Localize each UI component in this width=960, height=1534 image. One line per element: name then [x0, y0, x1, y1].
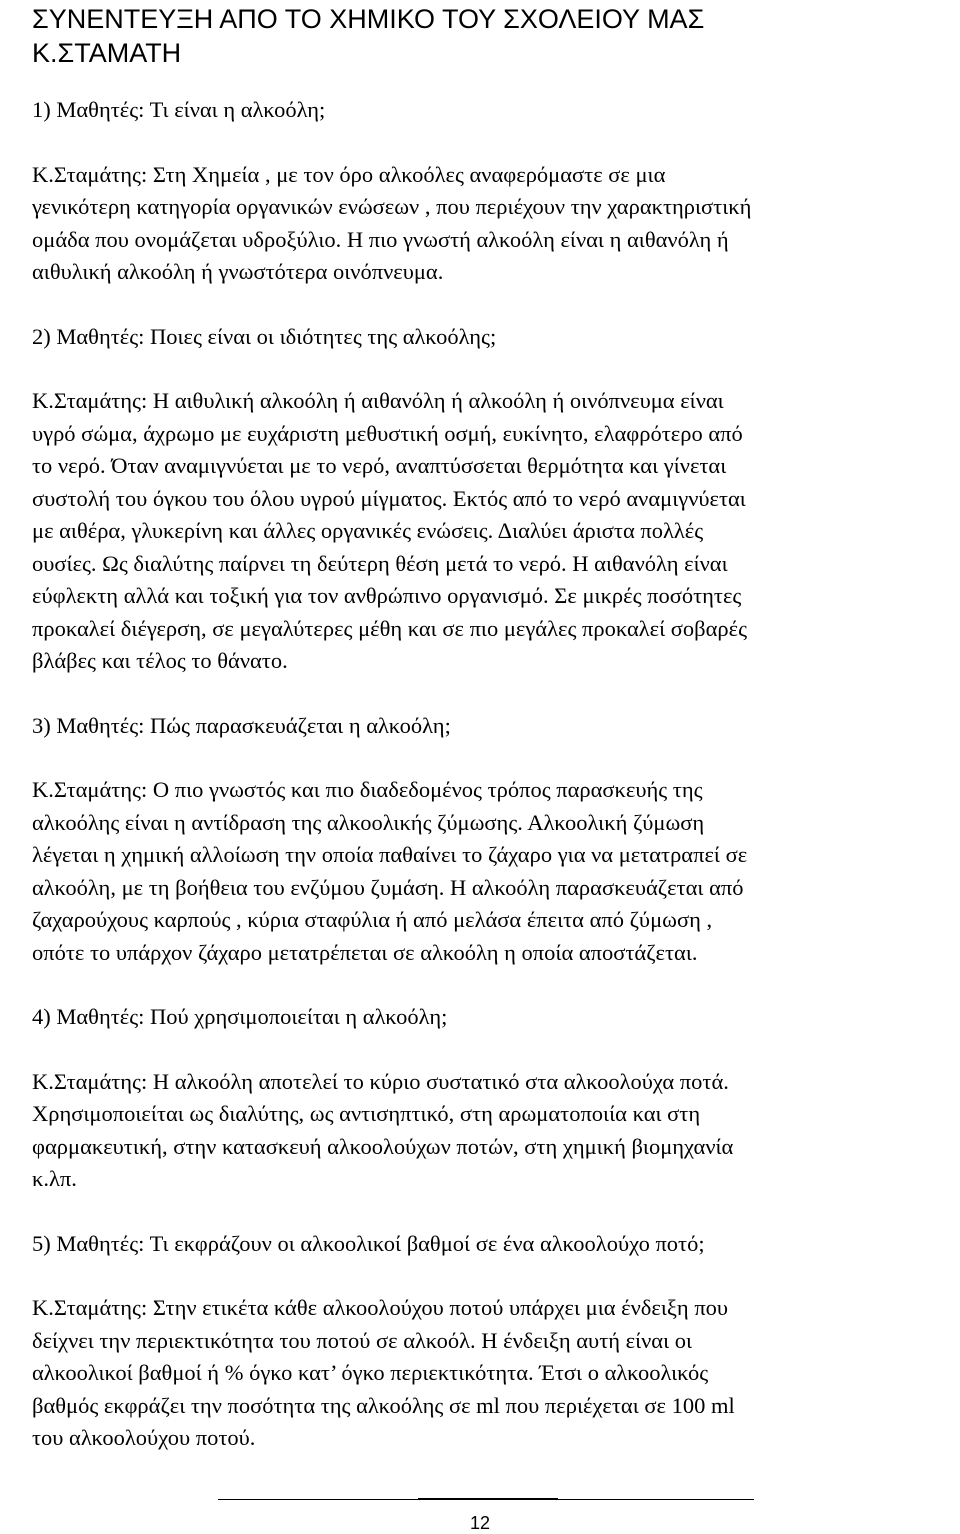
answer-2-line: βλάβες και τέλος το θάνατο.: [32, 648, 288, 673]
question-3: 3) Μαθητές: Πώς παρασκευάζεται η αλκοόλη;: [32, 712, 451, 738]
answer-3-line: ζαχαρούχους καρπούς , κύρια σταφύλια ή από μελάσα έπειτα από ζύμωση ,: [32, 907, 713, 932]
answer-3-line: λέγεται η χημική αλλοίωση την οποία παθαίνει το ζάχαρο για να μετατραπεί σε: [32, 842, 748, 867]
page-number: 12: [469, 1513, 491, 1533]
answer-4-line: Κ.Σταμάτης: Η αλκοόλη αποτελεί το κύριο συστατικό στα αλκοολούχα ποτά.: [32, 1068, 729, 1094]
answer-1-line: ομάδα που ονομάζεται υδροξύλιο. Η πιο γνωστή αλκοόλη είναι η αιθανόλη ή: [32, 226, 729, 252]
answer-2-line: ουσίες. Ως διαλύτης παίρνει τη δεύτερη θέση μετά το νερό. Η αιθανόλη είναι: [32, 550, 728, 576]
answer-5-line: βαθμός εκφράζει την ποσότητα της αλκοόλης σε ml που περιέχεται σε 100 ml: [32, 1392, 735, 1418]
answer-5-line: Κ.Σταμάτης: Στην ετικέτα κάθε αλκοολούχου ποτού υπάρχει μια ένδειξη που: [32, 1295, 729, 1320]
answer-2-line: υγρό σώμα, άχρωμο με ευχάριστη μεθυστική οσμή, ευκίνητο, ελαφρότερο από: [32, 420, 743, 446]
answer-1-line: Κ.Σταμάτης: Στη Χημεία , με τον όρο αλκοόλες αναφερόμαστε σε μια: [32, 161, 666, 187]
answer-2-line: Κ.Σταμάτης: Η αιθυλική αλκοόλη ή αιθανόλη ή αλκοόλη ή οινόπνευμα είναι: [32, 388, 724, 413]
question-5: 5) Μαθητές: Τι εκφράζουν οι αλκοολικοί βαθμοί σε ένα αλκοολούχο ποτό;: [32, 1230, 705, 1256]
answer-5-line: δείχνει την περιεκτικότητα του ποτού σε αλκοόλ. Η ένδειξη αυτή είναι οι: [32, 1327, 693, 1353]
question-2: 2) Μαθητές: Ποιες είναι οι ιδιότητες της αλκοόλης;: [32, 323, 497, 349]
answer-1: [32, 159, 932, 289]
answer-1-line: αιθυλική αλκοόλη ή γνωστότερα οινόπνευμα.: [32, 259, 444, 284]
answer-3: [32, 774, 932, 969]
answer-2-line: συστολή του όγκου του όλου υγρού μίγματος. Εκτός από το νερό αναμιγνύεται: [32, 485, 746, 511]
answer-2: [32, 385, 932, 678]
footer-divider-accent: [418, 1498, 558, 1500]
answer-4-line: κ.λπ.: [32, 1166, 77, 1191]
document-title: [32, 0, 932, 70]
answer-1-line: γενικότερη κατηγορία οργανικών ενώσεων , που περιέχουν την χαρακτηριστική: [32, 194, 752, 219]
answer-2-line: με αιθέρα, γλυκερίνη και άλλες οργανικές ενώσεις. Διαλύει άριστα πολλές: [32, 518, 704, 543]
answer-2-line: εύφλεκτη αλλά και τοξική για τον ανθρώπινο οργανισμό. Σε μικρές ποσότητες: [32, 583, 742, 608]
answer-4-line: Χρησιμοποιείται ως διαλύτης, ως αντισηπτικό, στη αρωματοποιία και στη: [32, 1101, 701, 1126]
title-line-1: ΣΥΝΕΝΤΕΥΞΗ ΑΠΟ ΤΟ ΧΗΜΙΚΟ ΤΟΥ ΣΧΟΛΕΙΟΥ ΜΑΣ: [32, 4, 705, 34]
question-4: 4) Μαθητές: Πού χρησιμοποιείται η αλκοόλη;: [32, 1004, 448, 1029]
answer-3-line: οπότε το υπάρχον ζάχαρο μετατρέπεται σε αλκοόλη η οποία αποστάζεται.: [32, 939, 698, 965]
answer-3-line: αλκοόλη, με τη βοήθεια του ενζύμου ζυμάση. Η αλκοόλη παρασκευάζεται από: [32, 874, 744, 900]
question-1: 1) Μαθητές: Τι είναι η αλκοόλη;: [32, 97, 326, 122]
answer-2-line: προκαλεί διέγερση, σε μεγαλύτερες μέθη και σε πιο μεγάλες προκαλεί σοβαρές: [32, 615, 747, 641]
answer-3-line: Κ.Σταμάτης: Ο πιο γνωστός και πιο διαδεδομένος τρόπος παρασκευής της: [32, 777, 703, 802]
answer-4: [32, 1066, 932, 1196]
answer-2-line: το νερό. Όταν αναμιγνύεται με το νερό, αναπτύσσεται θερμότητα και γίνεται: [32, 453, 727, 478]
answer-3-line: αλκοόλης είναι η αντίδραση της αλκοολικής ζύμωσης. Αλκοολική ζύμωση: [32, 809, 705, 835]
title-line-2: Κ.ΣΤΑΜΑΤΗ: [32, 38, 182, 68]
answer-5-line: του αλκοολούχου ποτού.: [32, 1425, 256, 1450]
document-page: [32, 0, 932, 1455]
answer-5: [32, 1292, 932, 1455]
answer-5-line: αλκοολικοί βαθμοί ή % όγκο κατ’ όγκο περιεκτικότητα. Έτσι ο αλκοολικός: [32, 1360, 709, 1385]
answer-4-line: φαρμακευτική, στην κατασκευή αλκοολούχων ποτών, στη χημική βιομηχανία: [32, 1133, 734, 1159]
